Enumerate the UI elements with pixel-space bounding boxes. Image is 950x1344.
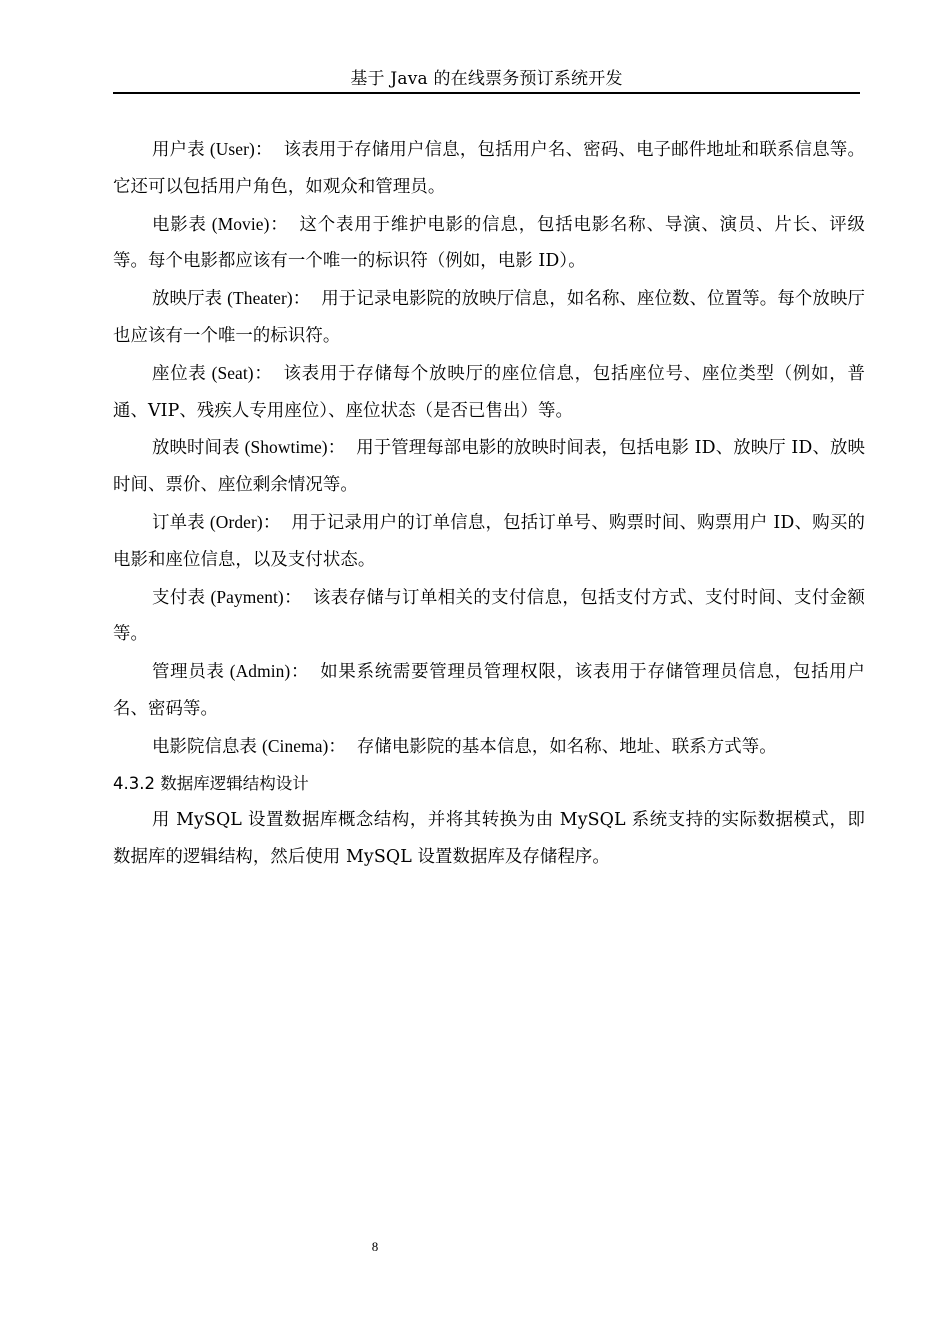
table-name: 管理员表 (Admin)： [152,661,310,683]
table-description-cinema [113,728,865,766]
table-description-user [113,131,865,206]
table-name: 支付表 (Payment)： [152,586,302,608]
table-name: 订单表 (Order)： [152,511,281,533]
table-description: 用于管理每部电影的放映时间表，包括电影 ID、放映厅 ID、放映时间、票价、座位剩余情况等。 [113,438,865,496]
section-heading: 4.3.2 数据库逻辑结构设计 [113,773,309,793]
table-name: 电影表 (Movie)： [152,213,289,235]
table-description-order [113,504,865,579]
table-description: 如果系统需要管理员管理权限，该表用于存储管理员信息，包括用户名、密码等。 [113,662,865,719]
table-description: 用于记录用户的订单信息，包括订单号、购票时间、购票用户 ID、购买的电影和座位信息，以及支付状态。 [113,512,865,570]
table-description: 用于记录电影院的放映厅信息，如名称、座位数、位置等。每个放映厅也应该有一个唯一的标识符。 [113,289,865,346]
table-name: 放映时间表 (Showtime)： [152,437,346,459]
table-description: 该表用于存储用户信息，包括用户名、密码、电子邮件地址和联系信息等。它还可以包括用户角色，如观众和管理员。 [113,140,865,197]
table-description: 该表用于存储每个放映厅的座位信息，包括座位号、座位类型（例如，普通、VIP、残疾人专用座位）、座位状态（是否已售出）等。 [113,363,865,421]
table-description: 该表存储与订单相关的支付信息，包括支付方式、支付时间、支付金额等。 [113,587,865,645]
table-description-seat [113,355,865,430]
table-description-admin [113,653,865,728]
page-number: 8 [371,1239,379,1254]
section-paragraph: 用 MySQL 设置数据库概念结构，并将其转换为由 MySQL 系统支持的实际数据模式，即数据库的逻辑结构，然后使用 MySQL 设置数据库及存储程序。 [113,810,865,868]
table-name: 电影院信息表 (Cinema)： [152,735,346,757]
table-name: 座位表 (Seat)： [152,362,273,384]
table-description-showtime [113,429,865,504]
running-header: 基于 Java 的在线票务预订系统开发 [350,69,623,89]
table-name: 放映厅表 (Theater)： [152,288,311,310]
table-description-theater [113,280,865,355]
body-text [113,131,865,876]
table-description: 存储电影院的基本信息，如名称、地址、联系方式等。 [356,736,777,757]
table-name: 用户表 (User)： [152,139,273,160]
header-rule [113,92,860,94]
table-description-payment [113,579,865,654]
table-description-movie [113,206,865,281]
table-description: 这个表用于维护电影的信息，包括电影名称、导演、演员、片长、评级等。每个电影都应该有一个唯一的标识符（例如，电影 ID）。 [113,214,865,272]
